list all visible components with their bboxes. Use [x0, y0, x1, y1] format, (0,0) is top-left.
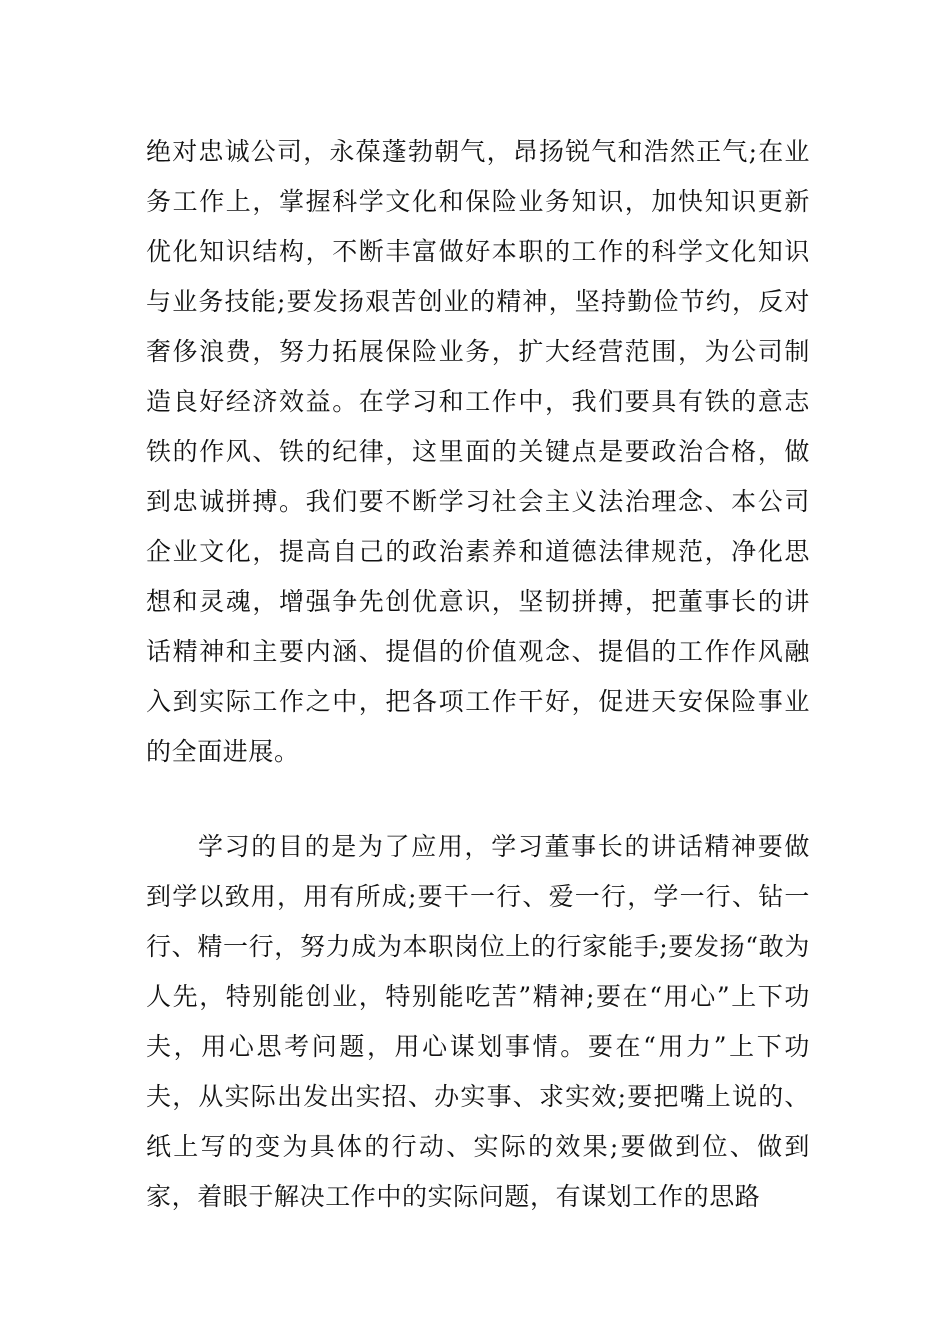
body-paragraph-1: 绝对忠诚公司，永葆蓬勃朝气，昂扬锐气和浩然正气;在业务工作上，掌握科学文化和保险业务知识，加快知识更新优化知识结构，不断丰富做好本职的工作的科学文化知识与业务技能;要发扬艰苦创业的精神，坚持勤俭节约，反对奢侈浪费，努力拓展保险业务，扩大经营范围，为公司制造良好经济效益。在学习和工作中，我们要具有铁的意志铁的作风、铁的纪律，这里面的关键点是要政治合格，做到忠诚拼搏。我们要不断学习社会主义法治理念、本公司企业文化，提高自己的政治素养和道德法律规范，净化思想和灵魂，增强争先创优意识，坚韧拼搏，把董事长的讲话精神和主要内涵、提倡的价值观念、提倡的工作作风融入到实际工作之中，把各项工作干好，促进天安保险事业的全面进展。	[146, 137, 810, 766]
body-paragraph-2: 学习的目的是为了应用，学习董事长的讲话精神要做到学以致用，用有所成;要干一行、爱一行，学一行、钻一行、精一行，努力成为本职岗位上的行家能手;要发扬“敢为人先，特别能创业，特别能吃苦”精神;要在“用心”上下功夫，用心思考问题，用心谋划事情。要在“用力”上下功夫，从实际出发出实招、办实事、求实效;要把嘴上说的、纸上写的变为具体的行动、实际的效果;要做到位、做到家，着眼于解决工作中的实际问题，有谋划工作的思路	[146, 832, 810, 1211]
